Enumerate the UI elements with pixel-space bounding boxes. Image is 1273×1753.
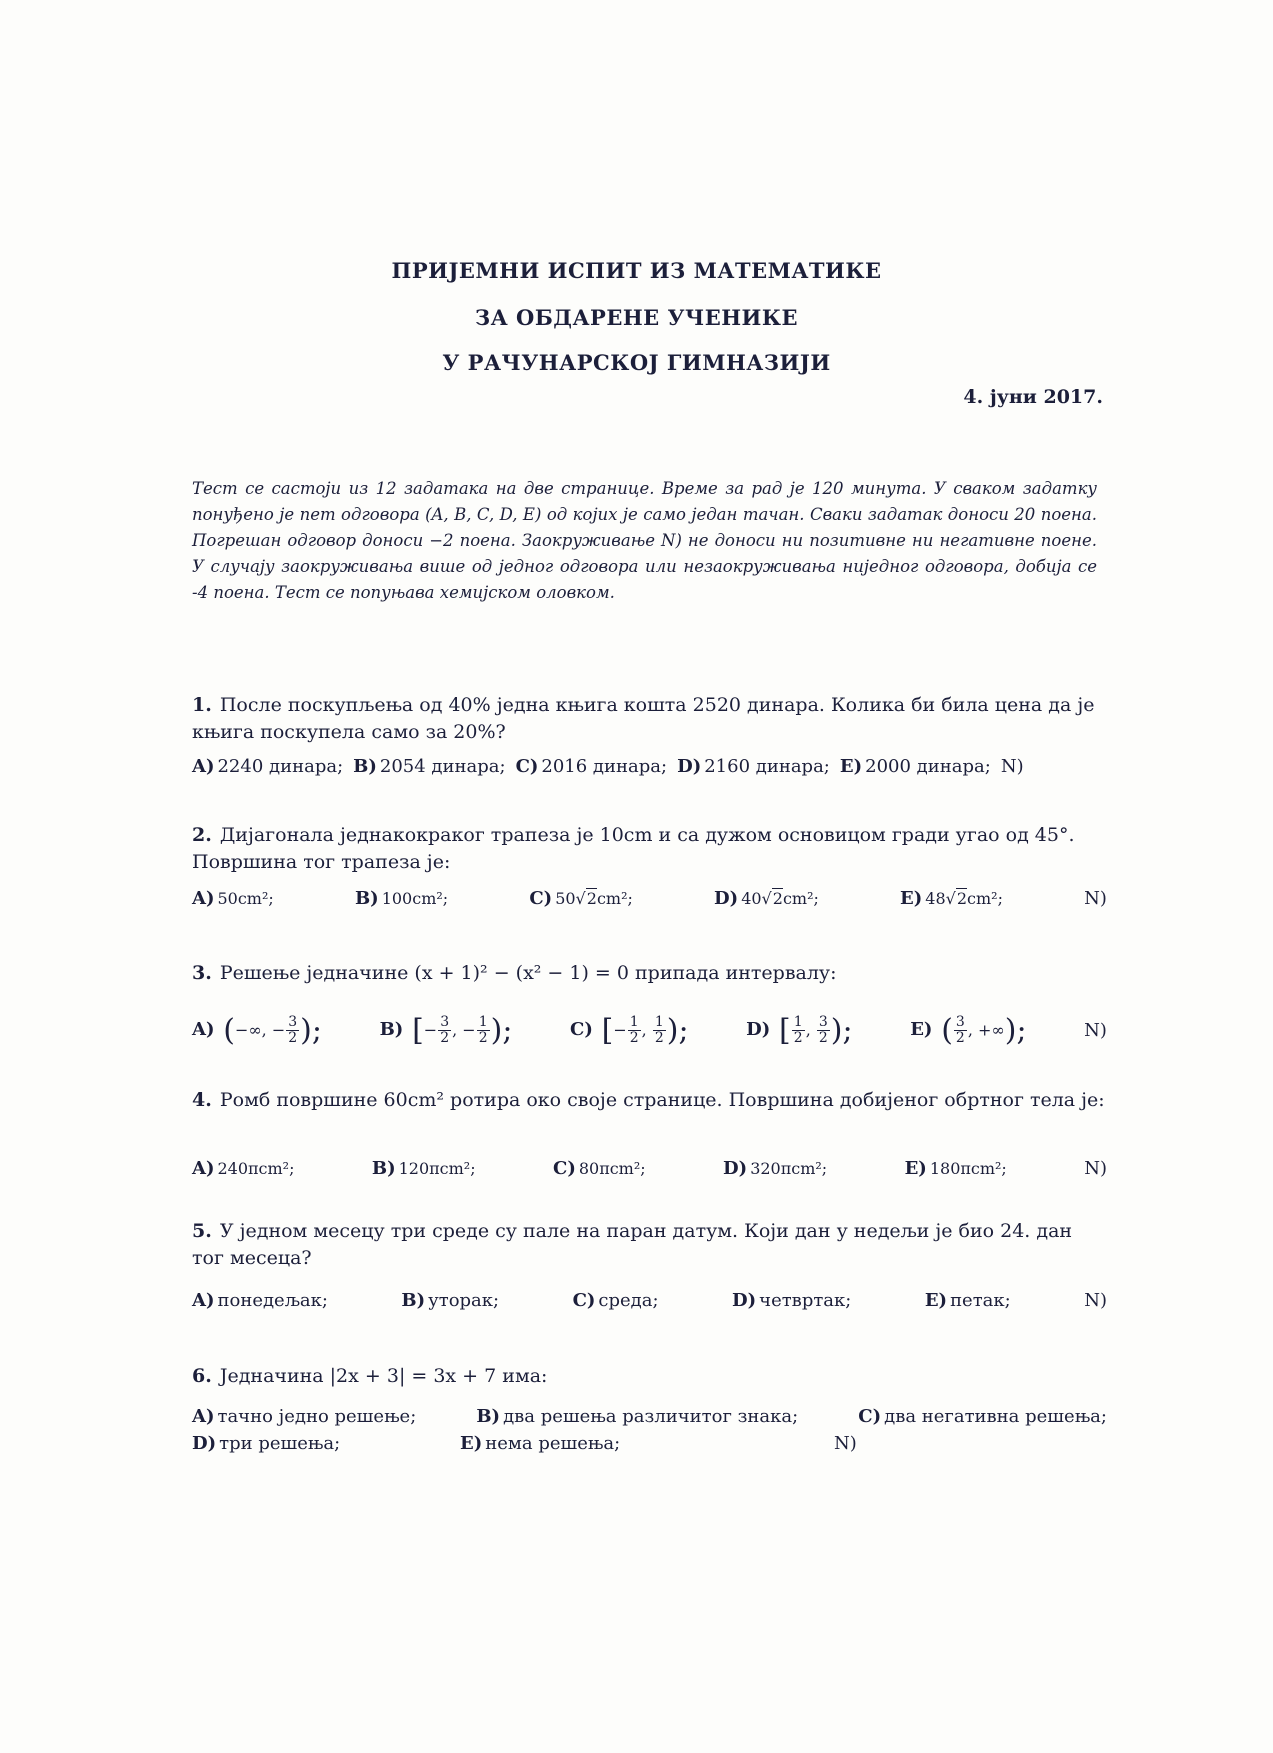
question-text: У једном месецу три среде су пале на паран датум. Који дан у недељи је био 24. дан тог месеца? bbox=[192, 1220, 1073, 1269]
question-text: После поскупљења од 40% једна књига кошта 2520 динара. Колика би била цена да је књига поскупела само за 20%? bbox=[192, 694, 1095, 743]
question-1 bbox=[192, 692, 1107, 746]
title-line-3: У РАЧУНАРСКОЈ ГИМНАЗИЈИ bbox=[442, 350, 831, 375]
exam-date: 4. јуни 2017. bbox=[963, 386, 1103, 408]
question-3-options bbox=[192, 1005, 1107, 1055]
question-4 bbox=[192, 1087, 1107, 1114]
option-n[interactable]: N) bbox=[1084, 1019, 1107, 1041]
option-d[interactable]: D) три решења; bbox=[192, 1433, 341, 1454]
option-e[interactable]: E) петак; bbox=[924, 1290, 1011, 1311]
question-3 bbox=[192, 960, 1107, 987]
option-a[interactable]: A) (−∞, − $\frac{3}{2}$ ); bbox=[192, 1012, 322, 1048]
question-5 bbox=[192, 1218, 1107, 1272]
option-n[interactable]: N) bbox=[1084, 1158, 1107, 1179]
question-5-options bbox=[192, 1290, 1107, 1311]
question-2 bbox=[192, 822, 1107, 876]
question-number: 5. bbox=[192, 1220, 212, 1242]
question-number: 3. bbox=[192, 962, 212, 984]
question-number: 1. bbox=[192, 694, 212, 716]
option-e[interactable]: E) нема решења; bbox=[460, 1433, 621, 1454]
option-e[interactable]: E) 2000 динара; bbox=[839, 756, 991, 777]
option-e[interactable]: E) ( $\frac{3}{2}$ , +∞); bbox=[910, 1012, 1027, 1048]
instructions: Тест се састоји из 12 задатака на две странице. Време за рад је 120 минута. У сваком задатку понуђено је пет одговора (A, B, C, D, E) од којих је само један тачан. Сваки задатак доноси 20 поена. Погрешан одговор доноси −2 поена. Заокруживање N) не доноси ни позитивне ни негативне поене. У случају заокруживања више од једног одговора или незаокруживања ниједног одговора, добија се -4 поена. Тест се попуњава хемијском оловком. bbox=[192, 479, 1097, 602]
question-text: Решење једначине (x + 1)² − (x² − 1) = 0 припада интервалу: bbox=[219, 962, 837, 984]
option-c[interactable]: C) [− $\frac{1}{2}$ , $\frac{1}{2}$ ); bbox=[570, 1012, 689, 1048]
option-d[interactable]: D) 320πcm²; bbox=[723, 1158, 828, 1179]
option-a[interactable]: A) 240πcm²; bbox=[192, 1158, 295, 1179]
question-1-options bbox=[192, 756, 1107, 777]
question-text: Једначина |2x + 3| = 3x + 7 има: bbox=[219, 1365, 548, 1387]
question-text: Дијагонала једнакокраког трапеза је 10cm и са дужом основицом гради угао од 45°. Површина тог трапеза је: bbox=[192, 824, 1075, 873]
option-b[interactable]: B) уторак; bbox=[401, 1290, 500, 1311]
option-d[interactable]: D) [ $\frac{1}{2}$ , $\frac{3}{2}$ ); bbox=[746, 1012, 853, 1048]
option-n[interactable]: N) bbox=[834, 1433, 857, 1454]
option-b[interactable]: B) [− $\frac{3}{2}$ , − $\frac{1}{2}$ ); bbox=[379, 1012, 513, 1048]
question-4-options bbox=[192, 1158, 1107, 1179]
option-d[interactable]: D) 2160 динара; bbox=[677, 756, 830, 777]
option-c[interactable]: C) 50√2cm²; bbox=[529, 888, 633, 909]
option-c[interactable]: C) 80πcm²; bbox=[553, 1158, 646, 1179]
option-d[interactable]: D) четвртак; bbox=[732, 1290, 852, 1311]
option-a[interactable]: A) 50cm²; bbox=[192, 888, 274, 909]
option-b[interactable]: B) 120πcm²; bbox=[371, 1158, 476, 1179]
question-text: Ромб површине 60cm² ротира око своје странице. Површина добијеног обртног тела је: bbox=[219, 1089, 1105, 1111]
option-d[interactable]: D) 40√2cm²; bbox=[714, 888, 819, 909]
option-n[interactable]: N) bbox=[1000, 756, 1024, 777]
question-number: 6. bbox=[192, 1365, 212, 1387]
option-e[interactable]: E) 48√2cm²; bbox=[900, 888, 1003, 909]
question-number: 2. bbox=[192, 824, 212, 846]
question-2-options bbox=[192, 888, 1107, 909]
title-line-2: ЗА ОБДАРЕНЕ УЧЕНИКЕ bbox=[474, 305, 799, 330]
option-a[interactable]: A) 2240 динара; bbox=[192, 756, 344, 777]
option-n[interactable]: N) bbox=[1084, 1290, 1107, 1311]
question-number: 4. bbox=[192, 1089, 212, 1111]
option-a[interactable]: A) понедељак; bbox=[192, 1290, 328, 1311]
option-b[interactable]: B) 2054 динара; bbox=[353, 756, 506, 777]
option-e[interactable]: E) 180πcm²; bbox=[904, 1158, 1007, 1179]
option-n[interactable]: N) bbox=[1084, 888, 1107, 909]
option-c[interactable]: C) среда; bbox=[572, 1290, 659, 1311]
option-b[interactable]: B) два решења различитог знака; bbox=[476, 1406, 799, 1427]
question-6 bbox=[192, 1363, 1107, 1390]
option-c[interactable]: C) 2016 динара; bbox=[515, 756, 668, 777]
option-c[interactable]: C) два негативна решења; bbox=[858, 1406, 1107, 1427]
question-6-options-row-1 bbox=[192, 1405, 1107, 1429]
option-b[interactable]: B) 100cm²; bbox=[354, 888, 449, 909]
title-line-1: ПРИЈЕМНИ ИСПИТ ИЗ МАТЕМАТИКЕ bbox=[391, 258, 882, 283]
option-a[interactable]: A) тачно једно решење; bbox=[192, 1406, 417, 1427]
